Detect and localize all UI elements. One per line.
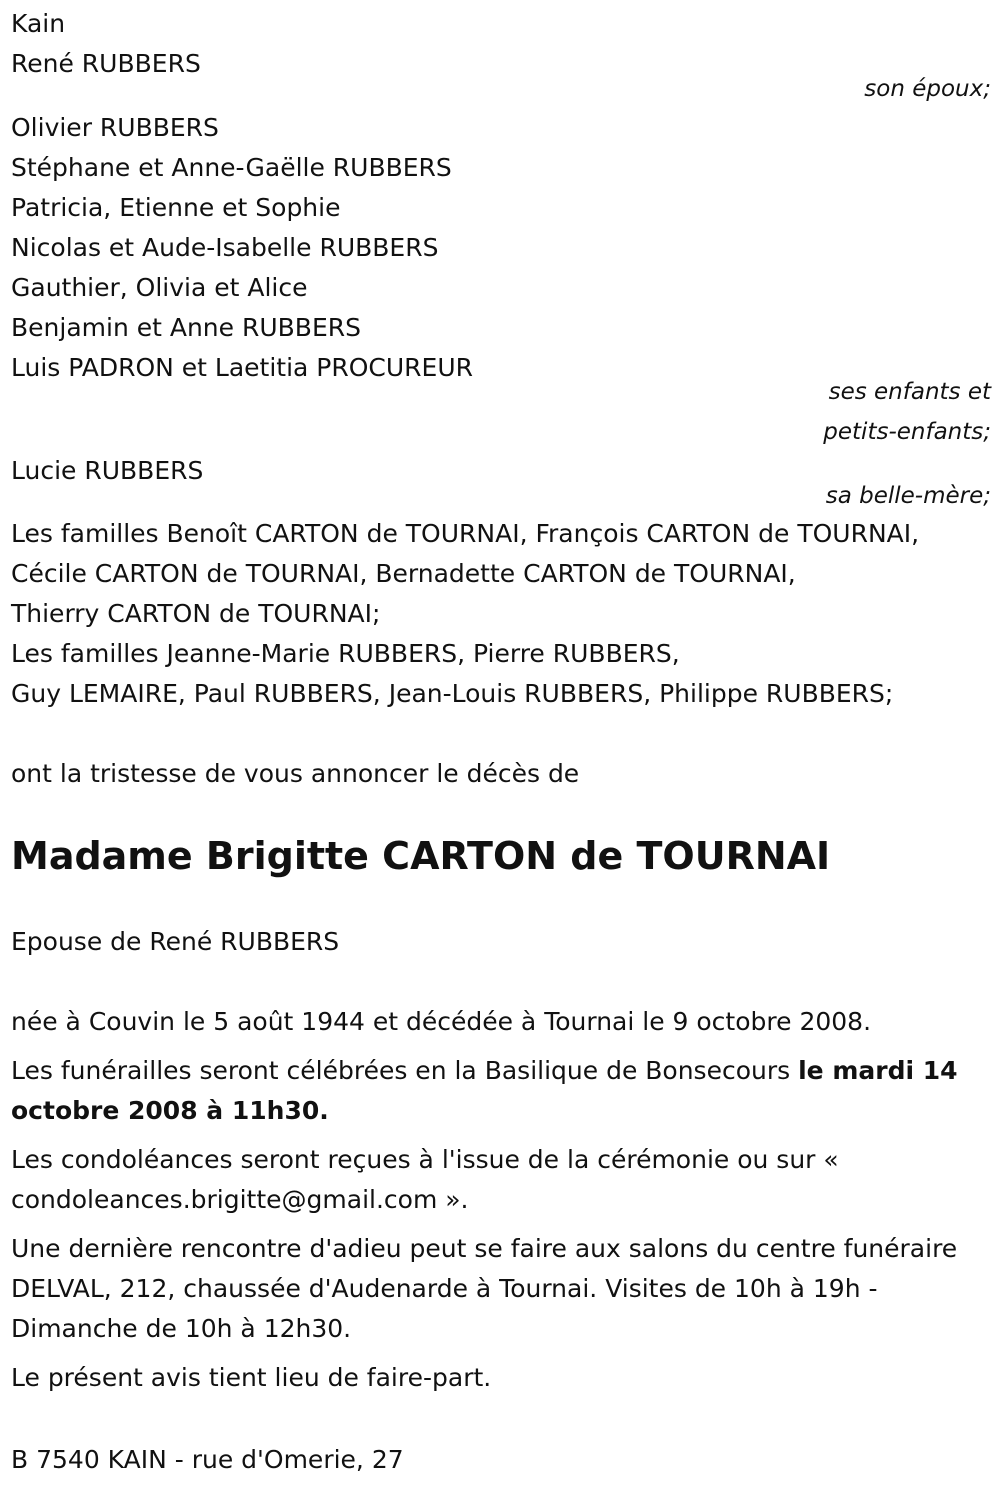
child-name: Gauthier, Olivia et Alice (11, 273, 308, 302)
deceased-name: Madame Brigitte CARTON de TOURNAI (11, 834, 831, 878)
deceased-spouse-line: Epouse de René RUBBERS (11, 927, 340, 956)
mother-in-law-role: sa belle-mère; (825, 483, 991, 509)
address-text: B 7540 KAIN - rue d'Omerie, 27 (11, 1445, 404, 1474)
spouse-name: René RUBBERS (11, 49, 201, 78)
details-section (11, 1002, 973, 1398)
funeral-paragraph (11, 1051, 973, 1131)
spouse-role: son époux; (864, 76, 991, 102)
child-name: Benjamin et Anne RUBBERS (11, 313, 361, 342)
child-name: Olivier RUBBERS (11, 113, 219, 142)
city-name: Kain (11, 9, 66, 38)
condolences-text: Les condoléances seront reçues à l'issue de la cérémonie ou sur « condoleances.brigitte@gmail.com ». (11, 1145, 839, 1214)
mother-in-law-name: Lucie RUBBERS (11, 456, 204, 485)
families-list (11, 514, 919, 714)
child-name: Nicolas et Aude-Isabelle RUBBERS (11, 233, 439, 262)
birth-death-text: née à Couvin le 5 août 1944 et décédée à Tournai le 9 octobre 2008. (11, 1007, 872, 1036)
family-line: Les familles Benoît CARTON de TOURNAI, François CARTON de TOURNAI, (11, 519, 920, 548)
child-name: Patricia, Etienne et Sophie (11, 193, 341, 222)
child-name: Stéphane et Anne-Gaëlle RUBBERS (11, 153, 452, 182)
family-line: Cécile CARTON de TOURNAI, Bernadette CARTON de TOURNAI, (11, 559, 796, 588)
children-role-line1: ses enfants et (828, 379, 991, 405)
family-line: Guy LEMAIRE, Paul RUBBERS, Jean-Louis RUBBERS, Philippe RUBBERS; (11, 679, 894, 708)
announcement-text: ont la tristesse de vous annoncer le décès de (11, 759, 580, 788)
visit-text: Une dernière rencontre d'adieu peut se faire aux salons du centre funéraire DELVAL, 212, chaussée d'Audenarde à Tournai. Visites de 10h à 19h - Dimanche de 10h à 12h30. (11, 1234, 958, 1343)
notice-text: Le présent avis tient lieu de faire-part. (11, 1363, 492, 1392)
funeral-text: Les funérailles seront célébrées en la Basilique de Bonsecours (11, 1056, 799, 1085)
family-line: Thierry CARTON de TOURNAI; (11, 599, 381, 628)
children-list (11, 108, 473, 388)
child-name: Luis PADRON et Laetitia PROCUREUR (11, 353, 474, 382)
family-line: Les familles Jeanne-Marie RUBBERS, Pierre RUBBERS, (11, 639, 680, 668)
children-role-line2: petits-enfants; (823, 419, 991, 445)
funeral-date: le mardi 14 octobre 2008 à 11h30. (11, 1056, 958, 1125)
